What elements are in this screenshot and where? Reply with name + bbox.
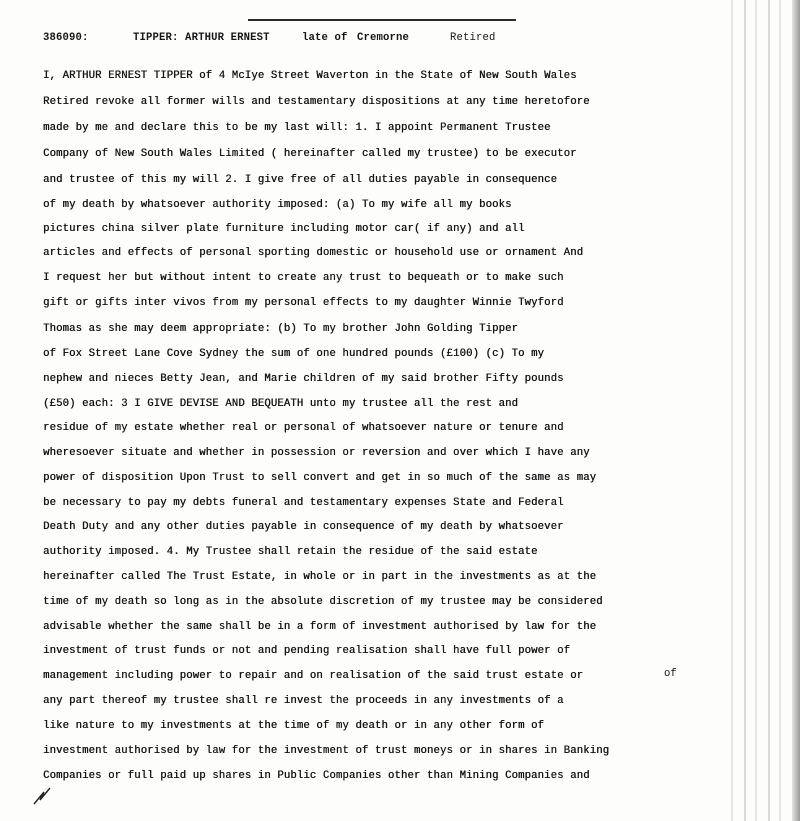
late-of-label: late of [302,32,348,44]
occupation-status: Retired [450,32,496,44]
text-line: any part thereof my trustee shall re invest the proceeds in any investments of a [43,695,564,707]
text-line: (£50) each: 3 I GIVE DEVISE AND BEQUEATH unto my trustee all the rest and [43,398,519,410]
text-line: power of disposition Upon Trust to sell convert and get in so much of the same as may [43,472,597,484]
text-line: like nature to my investments at the time of my death or in any other form of [43,720,545,732]
text-line: gift or gifts inter vivos from my personal effects to my daughter Winnie Twyford [43,297,564,309]
text-line: residue of my estate whether real or personal of whatsoever nature or tenure and [43,422,564,434]
text-line: pictures china silver plate furniture including motor car( if any) and all [43,223,525,235]
text-line: I, ARTHUR ERNEST TIPPER of 4 McIye Street Waverton in the State of New South Wales [43,70,577,82]
text-line: be necessary to pay my debts funeral and testamentary expenses State and Federal [43,497,564,509]
text-line: investment authorised by law for the investment of trust moneys or in shares in Banking [43,745,610,757]
testator-name: TIPPER: ARTHUR ERNEST [133,32,270,44]
residence-place: Cremorne [357,32,410,44]
text-line: articles and effects of personal sporting domestic or household use or ornament And [43,247,584,259]
text-line: hereinafter called The Trust Estate, in whole or in part in the investments as at the [43,571,597,583]
text-line: wheresoever situate and whether in possession or reversion and over which I have any [43,447,590,459]
header-rule [248,19,516,21]
text-line: of my death by whatsoever authority imposed: (a) To my wife all my books [43,199,512,211]
record-id: 386090: [43,32,89,44]
scan-edge-noise [722,0,800,821]
text-line: Death Duty and any other duties payable in consequence of my death by whatsoever [43,521,564,533]
scan-edge-border [792,0,800,821]
document-header [0,32,620,50]
text-line: Thomas as she may deem appropriate: (b) To my brother John Golding Tipper [43,323,519,335]
text-line: Retired revoke all former wills and testamentary dispositions at any time heretofore [43,96,590,108]
text-line: Company of New South Wales Limited ( hereinafter called my trustee) to be executor [43,148,577,160]
text-line: time of my death so long as in the absolute discretion of my trustee may be considered [43,596,603,608]
margin-annotation: of [664,668,677,680]
text-line: authority imposed. 4. My Trustee shall retain the residue of the said estate [43,546,538,558]
text-line: investment of trust funds or not and pending realisation shall have full power of [43,645,571,657]
text-line: advisable whether the same shall be in a form of investment authorised by law for the [43,621,597,633]
text-line: and trustee of this my will 2. I give free of all duties payable in consequence [43,174,558,186]
text-line: made by me and declare this to be my last will: 1. I appoint Permanent Trustee [43,122,551,134]
text-line: of Fox Street Lane Cove Sydney the sum of one hundred pounds (£100) (c) To my [43,348,545,360]
corner-pen-mark [30,778,70,810]
text-line: Companies or full paid up shares in Public Companies other than Mining Companies and [43,770,590,782]
text-line: management including power to repair and on realisation of the said trust estate or [43,670,584,682]
text-line: nephew and nieces Betty Jean, and Marie children of my said brother Fifty pounds [43,373,564,385]
text-line: I request her but without intent to create any trust to bequeath or to make such [43,272,564,284]
